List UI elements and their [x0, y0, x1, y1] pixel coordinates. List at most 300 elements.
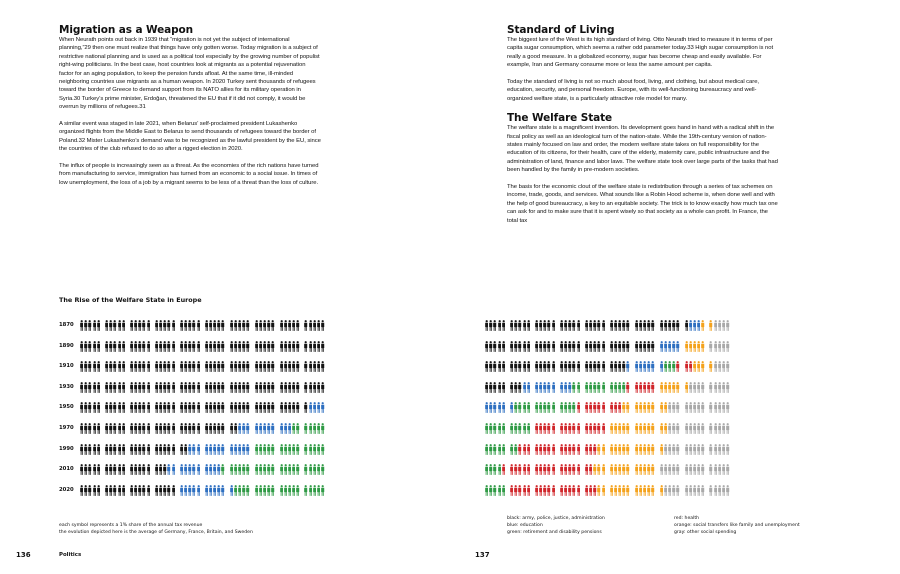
icon-group [155, 360, 175, 373]
black-person-icon [234, 401, 237, 414]
black-person-icon [238, 401, 241, 414]
icon-group [660, 422, 680, 435]
blue-person-icon [564, 381, 567, 394]
orange-person-icon [697, 360, 700, 373]
icon-group [105, 443, 125, 456]
icon-group [255, 381, 275, 394]
black-person-icon [221, 340, 224, 353]
orange-person-icon [685, 381, 688, 394]
red-person-icon [593, 443, 596, 456]
icon-group [180, 443, 200, 456]
black-person-icon [263, 401, 266, 414]
red-person-icon [577, 422, 580, 435]
orange-person-icon [664, 381, 667, 394]
black-person-icon [255, 360, 258, 373]
black-person-icon [180, 340, 183, 353]
red-person-icon [502, 463, 505, 476]
green-person-icon [288, 484, 291, 497]
blue-person-icon [184, 463, 187, 476]
green-person-icon [539, 401, 542, 414]
icon-group [255, 319, 275, 332]
green-person-icon [292, 443, 295, 456]
black-person-icon [113, 422, 116, 435]
red-person-icon [535, 463, 538, 476]
black-person-icon [113, 443, 116, 456]
gray-person-icon [709, 443, 712, 456]
blue-person-icon [188, 443, 191, 456]
gray-person-icon [722, 340, 725, 353]
black-person-icon [284, 381, 287, 394]
orange-person-icon [647, 443, 650, 456]
black-person-icon [651, 340, 654, 353]
blue-person-icon [321, 401, 324, 414]
black-person-icon [109, 401, 112, 414]
gray-person-icon [693, 381, 696, 394]
icon-group [510, 422, 530, 435]
black-person-icon [639, 340, 642, 353]
green-person-icon [313, 484, 316, 497]
black-person-icon [317, 319, 320, 332]
black-person-icon [134, 443, 137, 456]
blue-person-icon [552, 381, 555, 394]
icon-group [560, 340, 580, 353]
gray-person-icon [697, 443, 700, 456]
black-person-icon [263, 381, 266, 394]
black-person-icon [105, 381, 108, 394]
icon-group [610, 484, 630, 497]
black-person-icon [267, 319, 270, 332]
blue-person-icon [510, 401, 513, 414]
orange-person-icon [689, 340, 692, 353]
icon-group [304, 340, 324, 353]
icon-group [304, 319, 324, 332]
year-label: 1990 [59, 445, 74, 452]
green-person-icon [577, 381, 580, 394]
icon-group [80, 422, 100, 435]
black-person-icon [97, 484, 100, 497]
orange-person-icon [660, 484, 663, 497]
icon-group [635, 401, 655, 414]
red-person-icon [572, 443, 575, 456]
orange-person-icon [697, 340, 700, 353]
icon-group [230, 381, 250, 394]
black-person-icon [221, 401, 224, 414]
icon-group [535, 401, 555, 414]
black-person-icon [197, 319, 200, 332]
blue-person-icon [697, 319, 700, 332]
gray-person-icon [685, 463, 688, 476]
blue-person-icon [188, 484, 191, 497]
blue-person-icon [672, 340, 675, 353]
green-person-icon [321, 484, 324, 497]
blue-person-icon [192, 463, 195, 476]
icon-group [105, 340, 125, 353]
icon-group [105, 381, 125, 394]
black-person-icon [80, 340, 83, 353]
black-person-icon [159, 484, 162, 497]
blue-person-icon [197, 463, 200, 476]
blue-person-icon [668, 340, 671, 353]
black-person-icon [109, 319, 112, 332]
black-person-icon [514, 340, 517, 353]
green-person-icon [313, 463, 316, 476]
icon-group [485, 319, 505, 332]
black-person-icon [138, 463, 141, 476]
icon-group [485, 484, 505, 497]
icon-group [685, 463, 705, 476]
black-person-icon [242, 360, 245, 373]
black-person-icon [197, 401, 200, 414]
orange-person-icon [643, 401, 646, 414]
black-person-icon [259, 340, 262, 353]
black-person-icon [547, 340, 550, 353]
black-person-icon [122, 319, 125, 332]
legend-orange: orange: social transfers like family and unemployment [674, 523, 800, 528]
black-person-icon [188, 340, 191, 353]
icon-group [130, 443, 150, 456]
black-person-icon [485, 319, 488, 332]
black-person-icon [184, 360, 187, 373]
icon-group [585, 443, 605, 456]
orange-person-icon [676, 381, 679, 394]
orange-person-icon [626, 443, 629, 456]
black-person-icon [80, 463, 83, 476]
green-person-icon [259, 463, 262, 476]
black-person-icon [118, 463, 121, 476]
black-person-icon [527, 319, 530, 332]
green-person-icon [304, 463, 307, 476]
black-person-icon [205, 360, 208, 373]
blue-person-icon [263, 422, 266, 435]
icon-group [130, 319, 150, 332]
black-person-icon [97, 340, 100, 353]
green-person-icon [527, 422, 530, 435]
black-person-icon [93, 401, 96, 414]
black-person-icon [172, 401, 175, 414]
orange-person-icon [643, 443, 646, 456]
red-person-icon [585, 422, 588, 435]
black-person-icon [142, 422, 145, 435]
gray-person-icon [726, 319, 729, 332]
green-person-icon [296, 463, 299, 476]
black-person-icon [209, 340, 212, 353]
black-person-icon [618, 360, 621, 373]
black-person-icon [242, 381, 245, 394]
green-person-icon [263, 484, 266, 497]
black-person-icon [589, 360, 592, 373]
icon-group [105, 484, 125, 497]
gray-person-icon [693, 422, 696, 435]
black-person-icon [192, 422, 195, 435]
green-person-icon [242, 484, 245, 497]
black-person-icon [672, 319, 675, 332]
red-person-icon [572, 463, 575, 476]
red-person-icon [568, 422, 571, 435]
orange-person-icon [626, 401, 629, 414]
icon-row-1870-left [80, 319, 325, 332]
gray-person-icon [685, 484, 688, 497]
black-person-icon [84, 463, 87, 476]
black-person-icon [527, 340, 530, 353]
gray-person-icon [676, 484, 679, 497]
icon-group [660, 443, 680, 456]
blue-person-icon [213, 443, 216, 456]
black-person-icon [676, 319, 679, 332]
orange-person-icon [647, 422, 650, 435]
blue-person-icon [547, 381, 550, 394]
red-person-icon [527, 463, 530, 476]
icon-group [535, 381, 555, 394]
black-person-icon [172, 360, 175, 373]
welfare-state-paragraph-1: The welfare state is a magnificent invention. Its development goes hand in hand with a radical shift in the fiscal policy as well as an ideological turn of the nation-state. While the 19th-century version of nation-states mainly focused on law and order, the modern welfare state takes on full responsibility for the education of its citizens, for their health, care of the elderly, maternity care, public infrastructure and the administration of land, finance and labor laws. The welfare state took over large parts of the tasks that had been handled by the family in pre-modern societies. [507, 125, 778, 174]
icon-group [635, 484, 655, 497]
black-person-icon [142, 381, 145, 394]
icon-group [535, 422, 555, 435]
green-person-icon [246, 484, 249, 497]
green-person-icon [498, 463, 501, 476]
blue-person-icon [635, 360, 638, 373]
gray-person-icon [668, 422, 671, 435]
red-person-icon [543, 422, 546, 435]
green-person-icon [493, 422, 496, 435]
blue-person-icon [197, 443, 200, 456]
gray-person-icon [685, 422, 688, 435]
black-person-icon [635, 319, 638, 332]
icon-group [685, 319, 705, 332]
black-person-icon [134, 381, 137, 394]
red-person-icon [635, 381, 638, 394]
black-person-icon [88, 319, 91, 332]
icon-group [709, 443, 729, 456]
blue-person-icon [313, 401, 316, 414]
icon-group [485, 422, 505, 435]
icon-group [635, 360, 655, 373]
standard-of-living-paragraph-2: Today the standard of living is not so much about food, living, and clothing, but about medical care, education, security, and personal freedom. Europe, with its well-functioning bureaucracy and well-organized welfare state, is a particularly attractive role model for many. [507, 79, 760, 102]
black-person-icon [518, 319, 521, 332]
blue-person-icon [217, 443, 220, 456]
red-person-icon [572, 484, 575, 497]
icon-group [280, 360, 300, 373]
icon-group [280, 340, 300, 353]
black-person-icon [180, 381, 183, 394]
green-person-icon [514, 401, 517, 414]
black-person-icon [292, 319, 295, 332]
green-person-icon [255, 484, 258, 497]
black-person-icon [493, 319, 496, 332]
red-person-icon [523, 484, 526, 497]
black-person-icon [118, 422, 121, 435]
green-person-icon [498, 443, 501, 456]
green-person-icon [313, 443, 316, 456]
black-person-icon [313, 340, 316, 353]
black-person-icon [84, 319, 87, 332]
black-person-icon [88, 360, 91, 373]
year-label: 1970 [59, 425, 74, 431]
black-person-icon [597, 340, 600, 353]
black-person-icon [589, 340, 592, 353]
black-person-icon [321, 360, 324, 373]
black-person-icon [564, 319, 567, 332]
icon-group [280, 381, 300, 394]
blue-person-icon [664, 340, 667, 353]
year-label: 2020 [59, 486, 74, 493]
running-head: Politics [59, 552, 82, 558]
icon-group [635, 381, 655, 394]
green-person-icon [622, 381, 625, 394]
black-person-icon [564, 360, 567, 373]
black-person-icon [622, 340, 625, 353]
green-person-icon [238, 484, 241, 497]
icon-group [560, 484, 580, 497]
blue-person-icon [643, 360, 646, 373]
icon-group [560, 443, 580, 456]
black-person-icon [118, 340, 121, 353]
blue-person-icon [489, 401, 492, 414]
black-person-icon [234, 319, 237, 332]
black-person-icon [242, 401, 245, 414]
black-person-icon [234, 360, 237, 373]
green-person-icon [309, 484, 312, 497]
blue-person-icon [259, 422, 262, 435]
black-person-icon [130, 340, 133, 353]
black-person-icon [209, 422, 212, 435]
gray-person-icon [726, 401, 729, 414]
orange-person-icon [643, 463, 646, 476]
black-person-icon [167, 340, 170, 353]
red-person-icon [602, 401, 605, 414]
black-person-icon [485, 360, 488, 373]
orange-person-icon [635, 422, 638, 435]
black-person-icon [493, 340, 496, 353]
green-person-icon [485, 443, 488, 456]
icon-group [304, 381, 324, 394]
black-person-icon [280, 340, 283, 353]
red-person-icon [589, 463, 592, 476]
icon-group [660, 484, 680, 497]
gray-person-icon [672, 443, 675, 456]
green-person-icon [259, 443, 262, 456]
black-person-icon [213, 422, 216, 435]
gray-person-icon [718, 360, 721, 373]
gray-person-icon [722, 443, 725, 456]
blue-person-icon [676, 340, 679, 353]
black-person-icon [213, 360, 216, 373]
blue-person-icon [485, 401, 488, 414]
red-person-icon [514, 484, 517, 497]
black-person-icon [485, 340, 488, 353]
black-person-icon [647, 340, 650, 353]
gray-person-icon [668, 484, 671, 497]
gray-person-icon [714, 484, 717, 497]
black-person-icon [167, 443, 170, 456]
orange-person-icon [602, 463, 605, 476]
black-person-icon [93, 381, 96, 394]
gray-person-icon [701, 381, 704, 394]
black-person-icon [142, 443, 145, 456]
red-person-icon [523, 463, 526, 476]
gray-person-icon [672, 463, 675, 476]
orange-person-icon [701, 319, 704, 332]
black-person-icon [122, 360, 125, 373]
orange-person-icon [668, 381, 671, 394]
orange-person-icon [597, 484, 600, 497]
icon-group [660, 381, 680, 394]
icon-group [130, 463, 150, 476]
gray-person-icon [697, 484, 700, 497]
red-person-icon [585, 401, 588, 414]
black-person-icon [296, 319, 299, 332]
icon-row-2020-right [485, 484, 730, 497]
green-person-icon [668, 360, 671, 373]
gray-person-icon [718, 319, 721, 332]
legend-red: red: health [674, 516, 700, 521]
red-person-icon [585, 443, 588, 456]
icon-row-2010-right [485, 463, 730, 476]
green-person-icon [535, 401, 538, 414]
black-person-icon [122, 484, 125, 497]
icon-group [130, 484, 150, 497]
black-person-icon [255, 319, 258, 332]
gray-person-icon [714, 463, 717, 476]
gray-person-icon [668, 443, 671, 456]
green-person-icon [610, 381, 613, 394]
blue-person-icon [267, 422, 270, 435]
orange-person-icon [626, 484, 629, 497]
black-person-icon [263, 340, 266, 353]
green-person-icon [292, 422, 295, 435]
black-person-icon [539, 340, 542, 353]
black-person-icon [105, 463, 108, 476]
black-person-icon [192, 401, 195, 414]
legend-black: black: army, police, justice, administration [507, 516, 605, 521]
orange-person-icon [639, 422, 642, 435]
black-person-icon [159, 463, 162, 476]
black-person-icon [84, 422, 87, 435]
red-person-icon [527, 484, 530, 497]
black-person-icon [502, 360, 505, 373]
red-person-icon [552, 463, 555, 476]
icon-group [155, 340, 175, 353]
red-person-icon [547, 463, 550, 476]
icon-group [230, 360, 250, 373]
green-person-icon [514, 422, 517, 435]
orange-person-icon [660, 381, 663, 394]
black-person-icon [88, 443, 91, 456]
red-person-icon [589, 401, 592, 414]
black-person-icon [217, 381, 220, 394]
blue-person-icon [246, 422, 249, 435]
black-person-icon [122, 381, 125, 394]
blue-person-icon [209, 484, 212, 497]
black-person-icon [246, 381, 249, 394]
orange-person-icon [626, 463, 629, 476]
gray-person-icon [726, 340, 729, 353]
black-person-icon [184, 422, 187, 435]
icon-row-2020-left [80, 484, 325, 497]
black-person-icon [271, 401, 274, 414]
red-person-icon [547, 443, 550, 456]
gray-person-icon [672, 401, 675, 414]
green-person-icon [489, 463, 492, 476]
icon-group [304, 443, 324, 456]
green-person-icon [560, 401, 563, 414]
black-person-icon [93, 340, 96, 353]
green-person-icon [664, 360, 667, 373]
gray-person-icon [668, 401, 671, 414]
icon-group [80, 484, 100, 497]
red-person-icon [593, 401, 596, 414]
black-person-icon [167, 422, 170, 435]
